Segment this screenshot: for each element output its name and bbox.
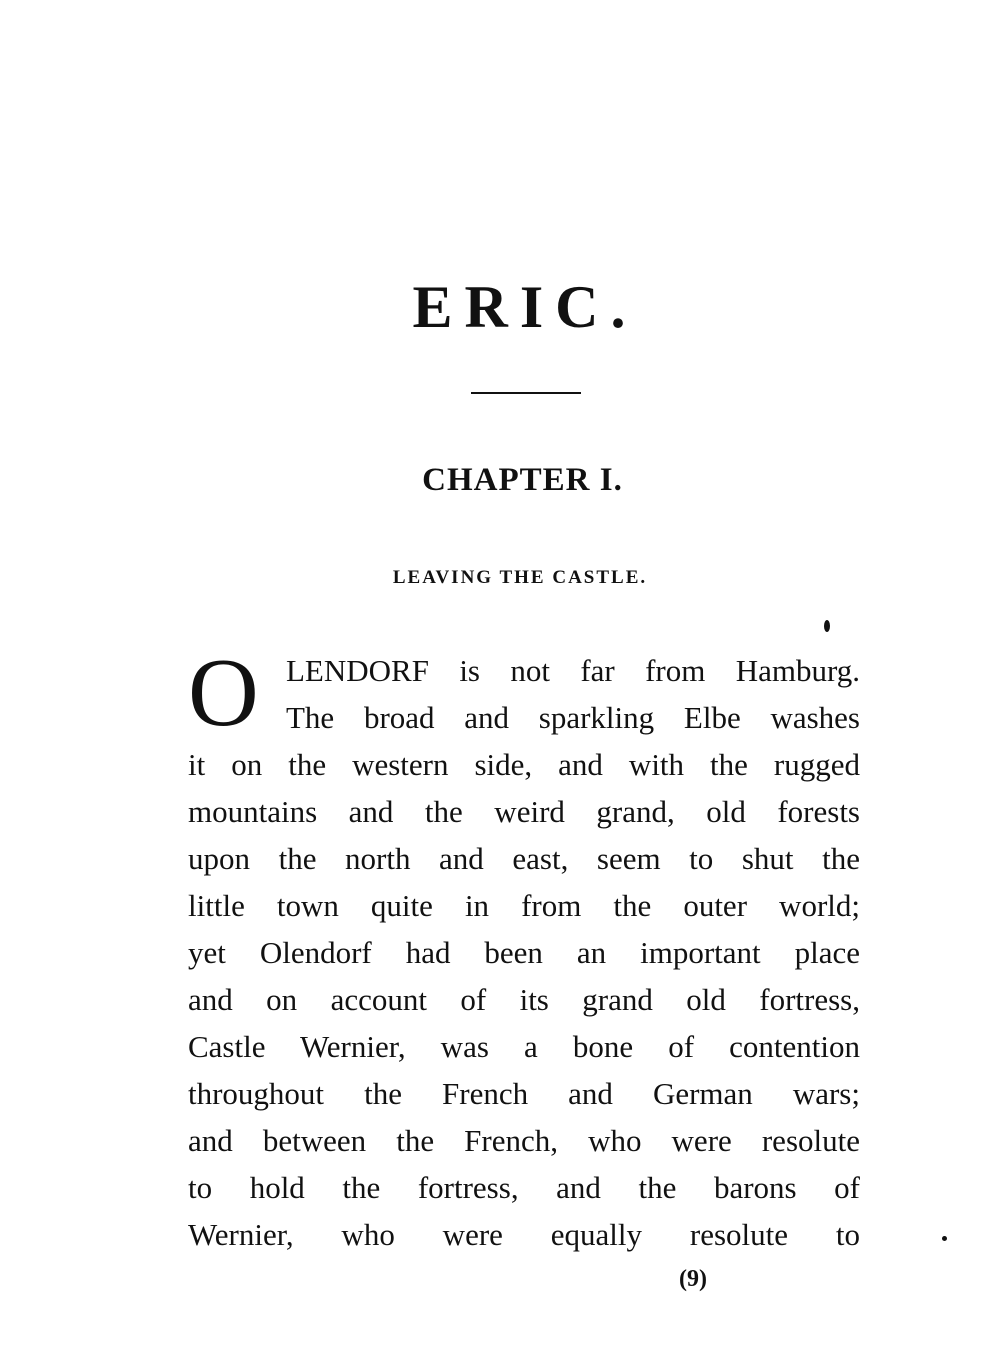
- drop-cap: O: [188, 639, 259, 747]
- title-rule: [471, 392, 581, 394]
- chapter-number: CHAPTER I.: [422, 462, 623, 498]
- book-title: ERIC.: [412, 274, 638, 340]
- body-line: Castle Wernier, was a bone of contention: [188, 1029, 860, 1064]
- body-line: mountains and the weird grand, old forests: [188, 794, 860, 829]
- ink-speck: [942, 1236, 947, 1241]
- body-line: Wernier, who were equally resolute to: [188, 1217, 860, 1252]
- body-line: LENDORF is not far from Hamburg.: [286, 653, 860, 688]
- body-line: little town quite in from the outer world;: [188, 888, 860, 923]
- body-line: upon the north and east, seem to shut the: [188, 841, 860, 876]
- page-number: (9): [679, 1266, 707, 1292]
- chapter-subtitle: LEAVING THE CASTLE.: [392, 567, 648, 588]
- body-line: and between the French, who were resolute: [188, 1123, 860, 1158]
- body-paragraph: [188, 639, 860, 1258]
- ink-speck: [824, 620, 830, 632]
- body-line: The broad and sparkling Elbe washes: [286, 700, 860, 735]
- body-line: and on account of its grand old fortress,: [188, 982, 860, 1017]
- body-line: it on the western side, and with the rugged: [188, 747, 860, 782]
- body-line: yet Olendorf had been an important place: [188, 935, 860, 970]
- body-line: to hold the fortress, and the barons of: [188, 1170, 860, 1205]
- body-line: throughout the French and German wars;: [188, 1076, 860, 1111]
